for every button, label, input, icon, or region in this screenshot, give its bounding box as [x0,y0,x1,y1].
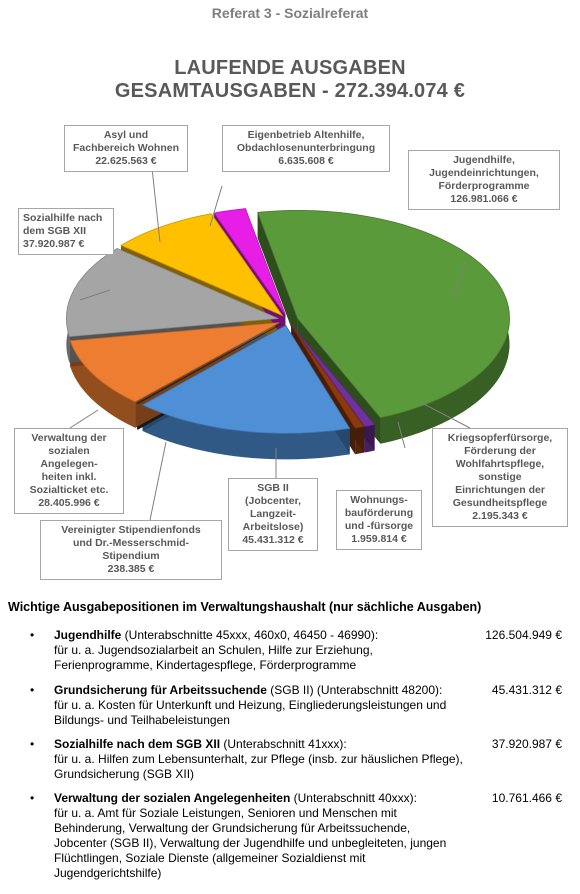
slice-value: 238.385 € [107,563,155,575]
slice-label-stipendienfonds [40,520,222,580]
slice-label-text: Sozialhilfe nach [23,212,103,224]
slice-value: 126.981.066 € [450,193,518,205]
slice-value: 2.195.343 € [472,510,528,522]
slice-label-text: Sozialticket etc. [29,484,109,496]
slice-label-asyl [64,125,188,172]
slice-label-text: Wohlfahrtspflege, [455,458,545,470]
slice-label-altenhilfe [222,125,390,172]
slice-label-text: Einrichtungen der [455,484,545,496]
slice-label-text: Langzeit- [249,508,297,520]
slice-label-text: dem SGB XII [23,225,87,237]
slice-label-text: Verwaltung der [31,432,107,444]
item-title-suffix: (Unterabschnitt 40xxx): [290,791,417,805]
slice-label-verwaltung [14,428,124,514]
item-text [54,683,464,728]
item-text [54,628,464,673]
slice-label-sozialhilfe [18,208,114,255]
slice-label-text: sozialen [48,445,90,457]
item-title-suffix: (Unterabschnitte 45xxx, 460x0, 46450 - 46990): [121,628,379,642]
item-amount: 126.504.949 € [485,628,562,642]
item-description: für u. a. Hilfen zum Lebensunterhalt, zur Pflege (insb. zur häuslichen Pflege), Grundsicherung (SGB XII) [54,752,463,781]
item-title: Jugendhilfe [54,628,122,642]
leader-line [70,410,98,428]
slice-label-text: Obdachlosenunterbringung [236,142,376,154]
item-amount: 10.761.466 € [491,791,562,805]
section-title: Wichtige Ausgabepositionen im Verwaltungshaushalt (nur sächliche Ausgaben) [8,600,482,614]
chart-subtitle-total: GESAMTAUSGABEN - 272.394.074 € [114,80,466,102]
slice-label-text: Arbeitslose) [242,521,304,533]
slice-label-text: und Dr.-Messerschmid- [72,537,190,549]
slice-label-text: heiten inkl. [41,471,97,483]
slice-value: 1.959.814 € [351,533,407,545]
item-description: für u. a. Jugendsozialarbeit an Schulen, Hilfe zur Erziehung, Ferienprogramme, Kindertagespflege, Förderprogramme [54,643,373,672]
slice-value: 6.635.608 € [278,155,334,167]
slice-label-text: bauförderung [344,507,414,519]
leader-line [150,442,166,520]
slice-label-text: Jugendeinrichtungen, [429,167,539,179]
item-title: Sozialhilfe nach dem SGB XII [54,737,221,751]
slice-label-wohnungsbau [336,490,422,550]
slice-label-text: Jugendhilfe, [453,154,515,166]
item-title: Grundsicherung für Arbeitssuchende [54,683,267,697]
slice-label-text: und -fürsorge [344,520,414,532]
item-description: für u. a. Kosten für Unterkunft und Heizung, Eingliederungsleistungen und Bildungs- und Teilhabeleistungen [54,698,447,727]
slice-label-text: Förderprogramme [438,180,530,192]
item-amount: 37.920.987 € [491,737,562,751]
item-description: für u. a. Amt für Soziale Leistungen, Senioren und Menschen mit Behinderung, Verwaltung der Grundsicherung für Arbeitssuchende, Jobcenter (SGB II), Verwaltung der Jugendhilfe und unbegleiteten, jungen Flüchtlingen, Soziale Dienste (allgemeiner Sozialdienst mit Jugendgerichtshilfe) [54,806,447,880]
slice-value: 28.405.996 € [38,497,100,509]
slice-label-text: Asyl und [103,129,149,141]
item-title-suffix: (SGB II) (Unterabschnitt 48200): [266,683,443,697]
slice-label-text: Kriegsopferfürsorge, [447,432,553,444]
bullet: • [30,628,35,642]
slice-value: 22.625.563 € [95,155,157,167]
slice-label-text: Vereinigter Stipendienfonds [61,524,201,536]
slice-label-sgb-ii [228,478,318,551]
bullet: • [30,737,35,751]
slice-label-text: Förderung der [464,445,536,457]
slice-label-text: Eigenbetrieb Altenhilfe, [247,129,365,141]
slice-label-text: (Jobcenter, [244,495,302,507]
item-text [54,791,464,881]
bullet: • [30,683,35,697]
slice-label-kriegsopfer [432,428,568,527]
slice-label-text: Fachbereich Wohnen [73,142,179,154]
bullet: • [30,791,35,805]
slice-label-text: Wohnungs- [350,494,408,506]
slice-value: 37.920.987 € [23,238,85,250]
chart-title: LAUFENDE AUSGABEN [174,57,406,79]
slice-label-jugendhilfe [408,150,560,210]
slice-label-text: Stipendium [102,550,160,562]
item-title: Verwaltung der sozialen Angelegenheiten [54,791,291,805]
slice-value: 45.431.312 € [242,534,304,546]
slice-label-text: Angelegen- [40,458,98,470]
slice-label-text: sonstige [478,471,522,483]
item-text [54,737,464,782]
item-title-suffix: (Unterabschnitt 41xxx): [220,737,347,751]
slice-label-text: Gesundheitspflege [452,497,548,509]
item-amount: 45.431.312 € [491,683,562,697]
referat-header: Referat 3 - Sozialreferat [211,5,369,21]
slice-label-text: SGB II [257,482,289,494]
